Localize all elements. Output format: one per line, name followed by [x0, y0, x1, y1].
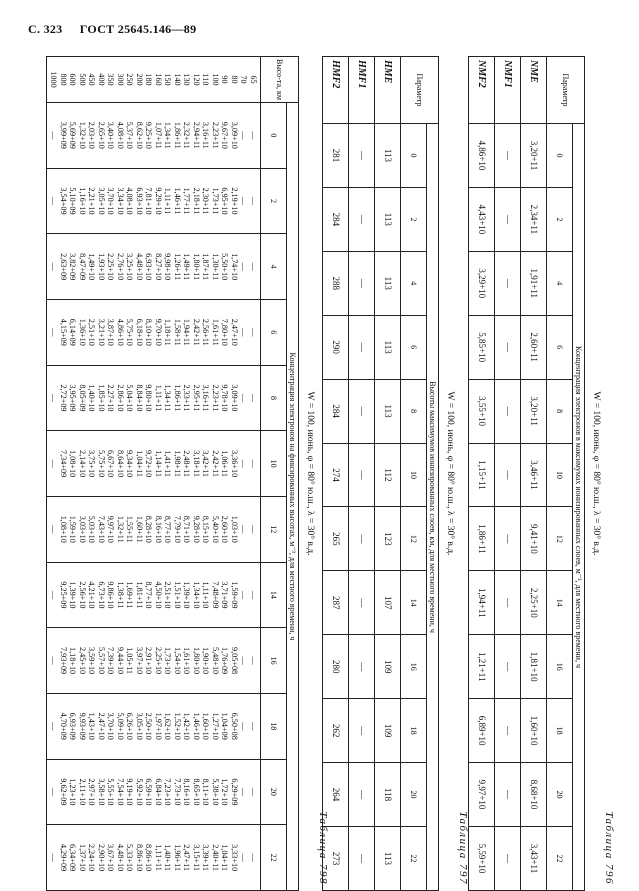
hour-cell: 16 [401, 635, 427, 699]
hour-cell: 0 [547, 124, 573, 188]
value-cell: 1,94+11 [469, 571, 495, 635]
value-cell: 3,43+11 [521, 826, 547, 890]
value-cell: 112 [375, 443, 401, 507]
table-row [323, 57, 349, 891]
value-cell: — [349, 187, 375, 251]
table-row [47, 57, 261, 891]
value-cell: 113 [375, 826, 401, 890]
hour-cell: 14 [401, 571, 427, 635]
hour-cell: 18 [401, 699, 427, 763]
value-cell: 113 [375, 379, 401, 443]
value-cell: — [349, 699, 375, 763]
value-cell: 4,86+10 [469, 124, 495, 188]
values-column: — — 2,47+10 7,80+10 1,61+11 2,56+11 2,42+11 1,94+11 1,58+11 1,18+11 9,70+10 8,10+10 6,18+10 5,75+10 4,86+10 3,87+10 3,21+10 2,51+10 1,36+10 6,14+09 4,15+09 — [47, 299, 261, 365]
param-name: HMF2 [323, 57, 349, 124]
values-column: — — 2,19+10 6,95+10 1,73+11 2,30+11 2,18+11 1,77+11 1,46+11 1,11+11 9,29+10 7,81+10 6,93+10 4,08+10 3,34+10 3,70+10 3,05+10 2,21+10 1,16+10 5,10+09 3,54+09 — [47, 168, 261, 234]
values-column: — — 1,74+10 5,50+10 1,30+11 1,87+11 1,80+11 1,49+11 1,26+11 9,98+10 8,27+10 6,93+10 4,48+10 3,25+10 2,76+10 2,25+10 1,93+10 1,49+10 8,47+09 3,82+09 2,63+09 — [47, 234, 261, 300]
value-cell: 281 [323, 124, 349, 188]
value-cell: — [495, 763, 521, 827]
table-797-label: Таблица 797 [457, 811, 469, 885]
value-cell: — [349, 124, 375, 188]
value-cell: — [495, 507, 521, 571]
hour-cell: 2 [401, 187, 427, 251]
values-column: — — 3,09+10 9,78+10 2,23+11 3,16+11 2,95+11 2,33+11 1,86+11 1,34+11 1,11+11 9,80+10 8,84+10 5,04+10 2,86+10 2,27+10 1,85+10 1,40+10 8,05+09 3,95+09 2,72+09 — [47, 365, 261, 431]
table-796-subcaption: Концентрация электронов в максимумах ионизированных слоев, м⁻³, для местного времени, ч [573, 124, 585, 891]
value-cell: 118 [375, 763, 401, 827]
hour-cell: 16 [261, 628, 287, 694]
hour-cell: 6 [401, 315, 427, 379]
hour-cell: 10 [261, 431, 287, 497]
hour-cell: 8 [261, 365, 287, 431]
value-cell: 113 [375, 124, 401, 188]
value-cell: — [349, 379, 375, 443]
values-column: — — 6,29+09 1,72+10 5,38+10 8,11+10 8,65+10 8,16+10 7,73+10 7,23+10 6,84+10 6,59+10 5,92+10 9,19+10 7,54+10 5,55+10 3,58+10 2,97+10 2,11+10 1,23+10 9,62+09 — [47, 759, 261, 825]
param-name: NMF1 [495, 57, 521, 124]
value-cell: — [349, 507, 375, 571]
value-cell: 264 [323, 763, 349, 827]
value-cell: 9,41+10 [521, 507, 547, 571]
value-cell: — [349, 635, 375, 699]
hour-cell: 20 [401, 763, 427, 827]
value-cell: — [495, 826, 521, 890]
values-column: — — 1,03+10 2,60+10 5,40+10 8,15+10 9,28+10 8,71+10 7,79+10 8,77+10 8,16+10 8,28+10 1,60+11 1,55+11 1,32+11 9,97+10 7,43+10 5,03+10 3,03+10 1,59+10 1,08+10 — [47, 496, 261, 562]
table-796 [468, 56, 585, 891]
value-cell: — [495, 699, 521, 763]
value-cell: 8,68+10 [521, 763, 547, 827]
page-header [28, 22, 210, 37]
value-cell: — [349, 251, 375, 315]
hour-cell: 12 [547, 507, 573, 571]
table-798 [46, 56, 299, 891]
table-796-label: Таблица 796 [603, 811, 615, 885]
value-cell: 113 [375, 251, 401, 315]
value-cell: — [349, 763, 375, 827]
value-cell: — [495, 315, 521, 379]
value-cell: 3,29+10 [469, 251, 495, 315]
hour-cell: 0 [261, 103, 287, 169]
table-796-caption: W = 100, июнь, φ = 80° ю.ш., λ = 30° в.д. [591, 391, 601, 556]
hour-cell: 18 [261, 693, 287, 759]
hour-cell: 22 [401, 826, 427, 890]
param-header: Параметр [401, 57, 439, 124]
value-cell: 274 [323, 443, 349, 507]
values-column: — — 6,50+08 1,04+09 1,27+10 1,60+10 1,46+10 1,42+10 1,52+10 1,62+10 1,97+10 2,50+10 3,05+10 6,26+10 5,09+10 3,70+10 2,47+10 1,43+10 9,93+09 6,93+09 4,70+09 — [47, 693, 261, 759]
document-code: ГОСТ 25645.146—89 [79, 22, 197, 36]
table-row [495, 57, 521, 891]
value-cell: 3,46+11 [521, 443, 547, 507]
value-cell: — [349, 443, 375, 507]
heights-column: 65 70 80 90 100 110 120 130 140 150 160 180 200 250 300 350 400 450 500 600 800 1000 [47, 57, 261, 103]
hour-cell: 4 [401, 251, 427, 315]
value-cell: 109 [375, 635, 401, 699]
hours-row [547, 57, 573, 891]
table-798-caption: W = 100, июнь, φ = 80° ю.ш., λ = 30° в.д. [305, 391, 315, 556]
value-cell: 2,25+10 [521, 571, 547, 635]
param-name: HMF1 [349, 57, 375, 124]
rotated-content [20, 56, 619, 891]
values-column: — — 3,36+10 1,06+11 2,42+11 3,42+11 3,18+11 2,48+11 1,98+11 1,41+11 1,14+11 9,72+10 1,04+11 9,34+10 8,64+10 6,67+10 5,75+10 3,75+10 2,14+10 1,08+10 7,34+09 — [47, 431, 261, 497]
value-cell: 5,85+10 [469, 315, 495, 379]
values-column: — — 3,33+10 1,04+11 2,40+11 3,39+11 3,15+11 2,47+11 1,96+11 1,40+11 1,11+11 8,86+10 8,86+10 5,33+10 4,48+10 3,67+10 2,90+10 2,24+10 1,37+10 6,34+09 4,29+09 — [47, 825, 261, 891]
value-cell: 287 [323, 571, 349, 635]
value-cell: 3,55+10 [469, 379, 495, 443]
hour-cell: 2 [547, 187, 573, 251]
hour-cell: 6 [261, 299, 287, 365]
value-cell: 5,59+10 [469, 826, 495, 890]
value-cell: 290 [323, 315, 349, 379]
value-cell: 6,89+10 [469, 699, 495, 763]
table-797 [322, 56, 439, 891]
table-798-subcaption: Концентрация электронов на фиксированных высотах, м⁻³, для местного времени, ч [287, 103, 299, 891]
hours-row [401, 57, 427, 891]
table-row [375, 57, 401, 891]
hour-cell: 2 [261, 168, 287, 234]
table-797-caption: W = 100, июнь, φ = 80° ю.ш., λ = 30° в.д. [445, 391, 455, 556]
value-cell: 109 [375, 699, 401, 763]
value-cell: 1,86+11 [469, 507, 495, 571]
hour-cell: 10 [401, 443, 427, 507]
table-row [521, 57, 547, 891]
value-cell: 284 [323, 187, 349, 251]
hour-cell: 12 [261, 496, 287, 562]
hour-cell: 4 [547, 251, 573, 315]
value-cell: 4,43+10 [469, 187, 495, 251]
value-cell: 107 [375, 571, 401, 635]
value-cell: 3,20+11 [521, 124, 547, 188]
value-cell: — [495, 124, 521, 188]
param-name: NMF2 [469, 57, 495, 124]
values-column: — — 1,59+09 3,71+09 7,48+09 1,11+10 1,34+10 1,39+10 1,51+10 2,51+10 4,50+10 8,77+10 1,81+11 1,69+11 1,38+11 9,86+10 6,73+10 4,21+10 2,56+10 1,39+10 9,25+09 — [47, 562, 261, 628]
table-797-subcaption: Высоты максимумов ионизированных слоев, км, для местного времени, ч [427, 124, 439, 891]
value-cell: 1,81+10 [521, 635, 547, 699]
value-cell: 262 [323, 699, 349, 763]
hour-cell: 22 [547, 826, 573, 890]
value-cell: 113 [375, 315, 401, 379]
value-cell: 2,60+11 [521, 315, 547, 379]
value-cell: — [349, 315, 375, 379]
value-cell: — [495, 443, 521, 507]
hour-cell: 8 [401, 379, 427, 443]
table-row [469, 57, 495, 891]
value-cell: 9,97+10 [469, 763, 495, 827]
page-number: С. 323 [28, 22, 63, 36]
value-cell: 1,15+11 [469, 443, 495, 507]
value-cell: — [349, 826, 375, 890]
hour-cell: 6 [547, 315, 573, 379]
hour-cell: 14 [547, 571, 573, 635]
hour-cell: 16 [547, 635, 573, 699]
hour-cell: 4 [261, 234, 287, 300]
value-cell: 1,91+11 [521, 251, 547, 315]
value-cell: 284 [323, 379, 349, 443]
hour-cell: 14 [261, 562, 287, 628]
hour-cell: 10 [547, 443, 573, 507]
value-cell: — [495, 251, 521, 315]
hour-cell: 20 [547, 763, 573, 827]
hours-row [261, 57, 287, 891]
value-cell: — [495, 635, 521, 699]
values-column: — — 9,05+08 1,76+09 5,48+10 1,90+10 1,80+10 1,61+10 1,54+10 1,73+10 2,25+10 2,91+10 3,97+10 1,05+11 9,44+10 7,39+10 5,57+10 3,59+10 2,45+10 1,18+10 7,93+09 — [47, 628, 261, 694]
param-header: Параметр [547, 57, 585, 124]
value-cell: — [495, 571, 521, 635]
hour-cell: 22 [261, 825, 287, 891]
hour-cell: 20 [261, 759, 287, 825]
value-cell: 273 [323, 826, 349, 890]
value-cell: 288 [323, 251, 349, 315]
value-cell: 265 [323, 507, 349, 571]
value-cell: 2,34+11 [521, 187, 547, 251]
value-cell: — [495, 187, 521, 251]
values-column: — — 3,09+10 9,67+10 2,23+11 3,16+11 2,94+11 2,32+11 1,86+11 1,34+11 1,07+11 9,25+10 8,62+10 5,37+10 4,08+10 3,40+10 2,65+10 2,03+10 1,32+10 5,69+09 3,99+09 — [47, 103, 261, 169]
value-cell: 1,60+10 [521, 699, 547, 763]
value-cell: 3,20+11 [521, 379, 547, 443]
hour-cell: 0 [401, 124, 427, 188]
value-cell: 280 [323, 635, 349, 699]
table-798-label: Таблица 798 [317, 811, 329, 885]
param-name: NME [521, 57, 547, 124]
height-header: Высо-та, км [261, 57, 299, 103]
param-name: HME [375, 57, 401, 124]
value-cell: 113 [375, 187, 401, 251]
value-cell: — [349, 571, 375, 635]
table-row [349, 57, 375, 891]
value-cell: 1,21+11 [469, 635, 495, 699]
hour-cell: 8 [547, 379, 573, 443]
value-cell: — [495, 379, 521, 443]
value-cell: 123 [375, 507, 401, 571]
hour-cell: 18 [547, 699, 573, 763]
hour-cell: 12 [401, 507, 427, 571]
